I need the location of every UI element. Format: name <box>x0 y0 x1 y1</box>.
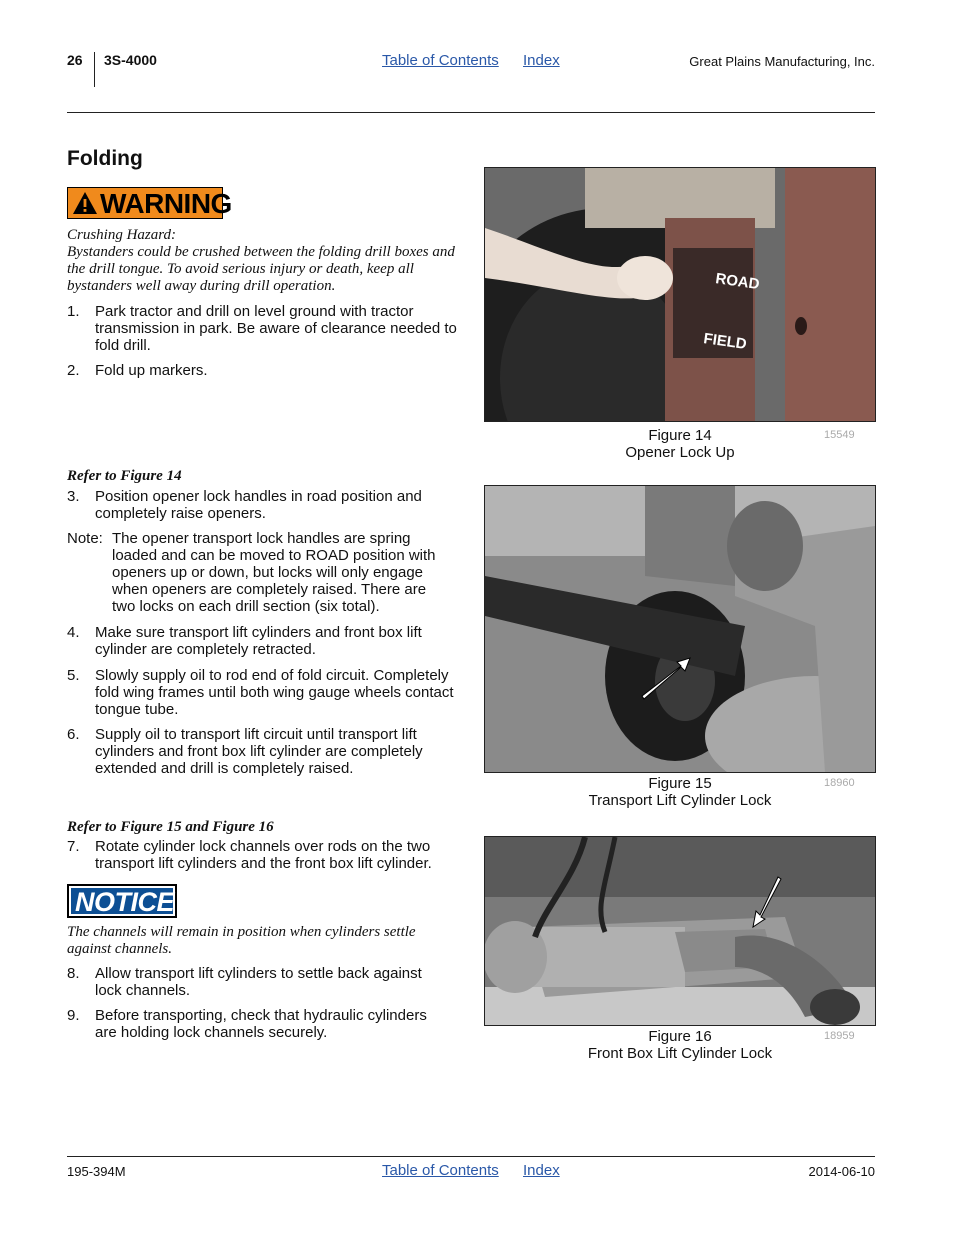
warning-label: WARNING <box>100 188 232 219</box>
step-text: Park tractor and drill on level ground with tractor transmission in park. Be aware of clearance needed to fold drill. <box>95 303 457 354</box>
note-text: The opener transport lock handles are spring loaded and can be moved to ROAD position with openers up or down, but locks will only engage when openers are completely raised. There are two locks on each drill section (six total). <box>112 530 436 615</box>
footer-date: 2014-06-10 <box>808 1164 875 1179</box>
figure-title: Transport Lift Cylinder Lock <box>588 792 772 809</box>
step-text: Make sure transport lift cylinders and front box lift cylinder are completely retracted. <box>95 624 422 658</box>
step-text: Rotate cylinder lock channels over rods on the two transport lift cylinders and the front box lift cylinder. <box>95 838 432 872</box>
footer-doc-number: 195-394M <box>67 1164 126 1179</box>
step-text: Allow transport lift cylinders to settle back against lock channels. <box>95 965 422 999</box>
step-number: 3. <box>67 488 80 505</box>
header-rule <box>67 112 875 113</box>
footer-index-link[interactable]: Index <box>523 1162 560 1179</box>
notice-label: NOTICE <box>75 887 175 917</box>
field-label: FIELD <box>702 330 748 353</box>
step-number: 8. <box>67 965 80 982</box>
figure-14-caption <box>560 427 800 461</box>
figure-14-photo <box>484 167 876 422</box>
header-toc-link[interactable]: Table of Contents <box>382 52 499 69</box>
doc-code: 3S-4000 <box>104 52 157 68</box>
header-divider <box>94 52 95 87</box>
warning-triangle-icon <box>72 191 98 215</box>
step-number: 7. <box>67 838 80 855</box>
road-label: ROAD <box>714 270 761 294</box>
step-number: 2. <box>67 362 80 379</box>
step-text: Before transporting, check that hydraulic cylinders are holding lock channels securely. <box>95 1007 427 1041</box>
step-number: 1. <box>67 303 80 320</box>
note <box>67 530 452 615</box>
step-3 <box>67 488 462 522</box>
figure-15-photo <box>484 485 876 773</box>
figure-14-image-id: 15549 <box>824 429 855 441</box>
step-5 <box>67 667 462 718</box>
step-1 <box>67 303 462 354</box>
figure-15-image-id: 18960 <box>824 777 855 789</box>
company-name: Great Plains Manufacturing, Inc. <box>689 54 875 69</box>
step-text: Supply oil to transport lift circuit until transport lift cylinders and front box lift cylinder are completely extended and drill is completely raised. <box>95 726 423 777</box>
figure-number: Figure 15 <box>648 775 712 792</box>
step-6 <box>67 726 462 777</box>
header-index-link[interactable]: Index <box>523 52 560 69</box>
step-number: 6. <box>67 726 80 743</box>
figure-reference: Refer to Figure 14 <box>67 468 182 484</box>
step-2 <box>67 362 462 379</box>
footer-toc-link[interactable]: Table of Contents <box>382 1162 499 1179</box>
figure-number: Figure 16 <box>648 1028 712 1045</box>
footer-rule <box>67 1156 875 1157</box>
hazard-text: Bystanders could be crushed between the folding drill boxes and the drill tongue. To avoid serious injury or death, keep all bystanders well away during drill operation. <box>67 244 455 294</box>
figure-number: Figure 14 <box>648 427 712 444</box>
notice-banner <box>67 884 177 918</box>
figure-16-photo <box>484 836 876 1026</box>
step-text: Fold up markers. <box>95 362 208 379</box>
note-label: Note: <box>67 530 103 547</box>
step-9 <box>67 1007 452 1041</box>
step-text: Slowly supply oil to rod end of fold circuit. Completely fold wing frames until both wing gauge wheels contact tongue tube. <box>95 667 454 718</box>
step-number: 5. <box>67 667 80 684</box>
page-number: 26 <box>67 52 83 68</box>
figure-16-caption <box>560 1028 800 1062</box>
step-7 <box>67 838 452 872</box>
figure-15-caption <box>560 775 800 809</box>
figure-title: Front Box Lift Cylinder Lock <box>587 1045 773 1062</box>
figure-16-image-id: 18959 <box>824 1030 855 1042</box>
step-8 <box>67 965 452 999</box>
hazard-title: Crushing Hazard: <box>67 227 177 243</box>
warning-banner <box>67 187 232 219</box>
figure-title: Opener Lock Up <box>625 444 735 461</box>
step-number: 9. <box>67 1007 80 1024</box>
step-4 <box>67 624 462 658</box>
notice-text: The channels will remain in position when cylinders settle against channels. <box>67 924 416 957</box>
step-number: 4. <box>67 624 80 641</box>
step-text: Position opener lock handles in road position and completely raise openers. <box>95 488 422 522</box>
figure-reference: Refer to Figure 15 and Figure 16 <box>67 819 274 835</box>
section-title: Folding <box>67 147 143 170</box>
